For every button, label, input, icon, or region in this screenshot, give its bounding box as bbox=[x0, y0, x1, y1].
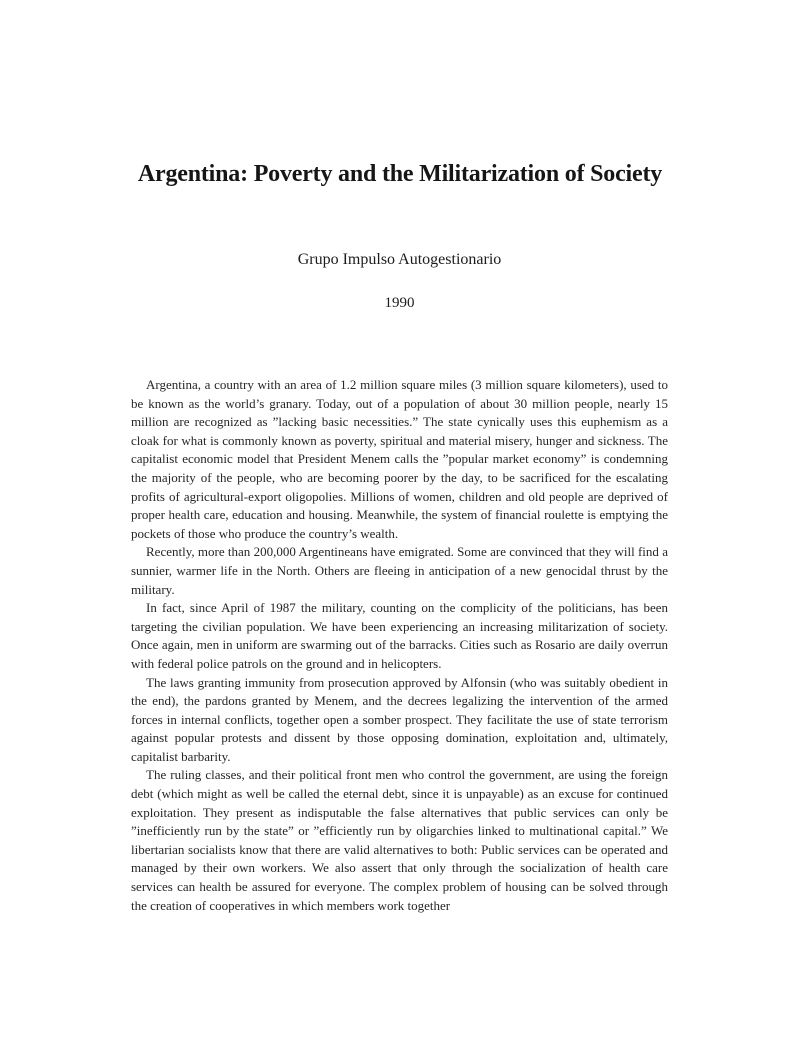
paragraph: Argentina, a country with an area of 1.2 million square miles (3 million square kilometers), used to be known as the world’s granary. Today, out of a population of about 30 million people, nearly 15 million are recognized as ”lacking basic necessities.” The state cynically uses this euphemism as a cloak for what is commonly known as poverty, spiritual and material misery, hunger and sickness. The capitalist economic model that President Menem calls the ”popular market economy” is condemning the majority of the people, who are becoming poorer by the day, to be sacrificed for the escalating profits of agricultural-export oligopolies. Millions of women, children and old people are deprived of proper health care, education and housing. Meanwhile, the system of financial roulette is emptying the pockets of those who produce the country’s wealth. bbox=[131, 377, 668, 541]
date-line: 1990 bbox=[384, 295, 415, 311]
paragraph: The laws granting immunity from prosecution approved by Alfonsin (who was suitably obedient in the end), the pardons granted by Menem, and the decrees legalizing the intervention of the armed forces in internal conflicts, together open a somber prospect. They facilitate the use of state terrorism against popular protests and dissent by those opposing domination, exploitation and, ultimately, capitalist barbarity. bbox=[131, 674, 668, 764]
author-line: Grupo Impulso Autogestionario bbox=[297, 251, 502, 268]
paragraph: In fact, since April of 1987 the military, counting on the complicity of the politicians, has been targeting the civilian population. We have been experiencing an increasing militarization of society. Once again, men in uniform are swarming out of the barracks. Cities such as Rosario are daily overrun with federal police patrols on the ground and in helicopters. bbox=[131, 600, 668, 671]
body-text bbox=[131, 376, 668, 915]
paragraph: The ruling classes, and their political front men who control the government, are using the foreign debt (which might as well be called the eternal debt, since it is unpayable) as an excuse for continued exploitation. They present as indisputable the false alternatives that public services can only be ”inefficiently run by the state” or ”efficiently run by oligarchies linked to multinational capital.” We libertarian socialists know that there are valid alternatives to both: Public services can be operated and managed by their own workers. We also assert that only through the socialization of health care services can health be assured for everyone. The complex problem of housing can be solved through the creation of cooperatives in which members work together bbox=[131, 767, 668, 913]
page-title: Argentina: Poverty and the Militarization of Society bbox=[137, 161, 663, 188]
paragraph: Recently, more than 200,000 Argentineans have emigrated. Some are convinced that they will find a sunnier, warmer life in the North. Others are fleeing in anticipation of a new genocidal thrust by the military. bbox=[131, 544, 668, 597]
